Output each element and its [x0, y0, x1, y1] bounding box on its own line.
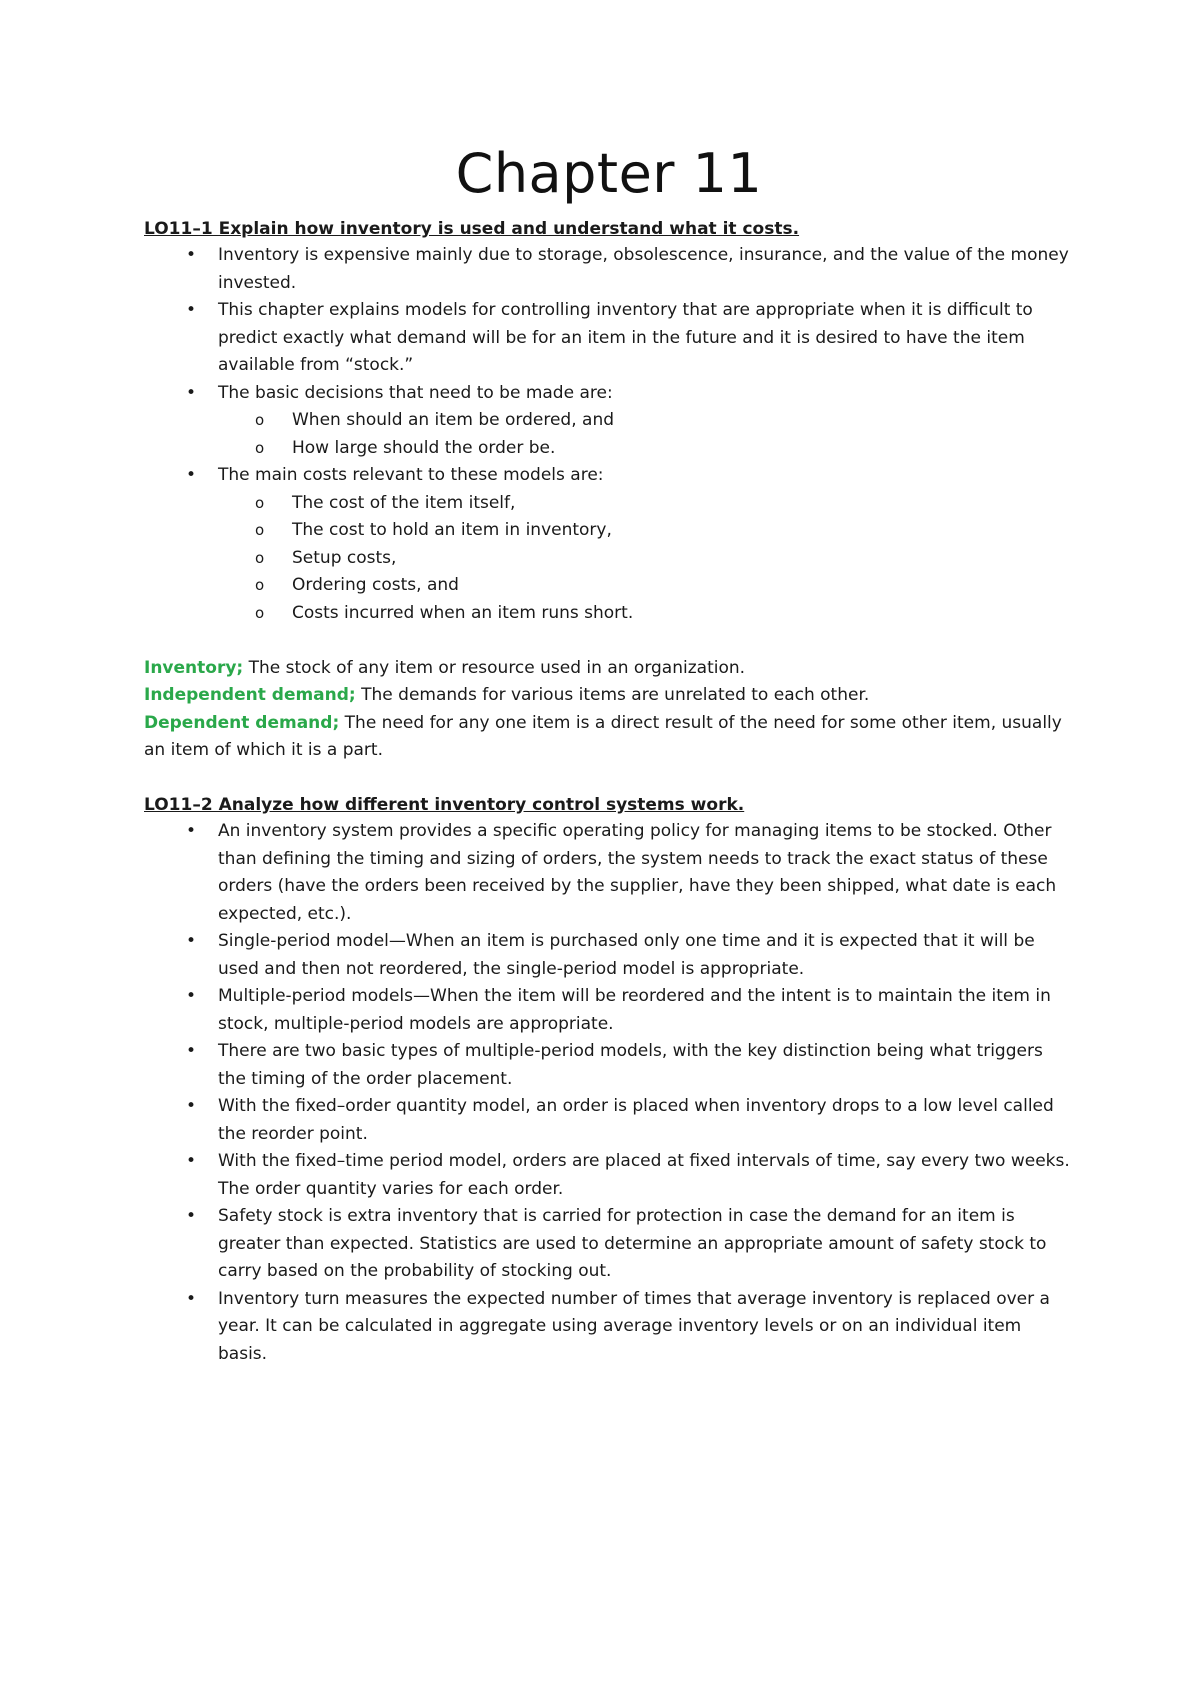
section-heading-lo11-2: LO11–2 Analyze how different inventory control systems work. — [144, 795, 745, 815]
definition-text: The stock of any item or resource used in an organization. — [243, 657, 746, 678]
list-item-text: Single-period model—When an item is purchased only one time and it is expected that it will be used and then not reordered, the single-period model is appropriate. — [218, 931, 1035, 979]
list-item — [144, 297, 1074, 380]
list-item — [144, 1203, 1074, 1286]
sub-list-item — [144, 572, 1074, 600]
section-heading-lo11-1: LO11–1 Explain how inventory is used and understand what it costs. — [144, 219, 800, 239]
definition-term: Dependent demand; — [144, 712, 340, 733]
bullet-marker: • — [186, 382, 197, 403]
sub-bullet-marker: o — [255, 576, 265, 594]
list-item — [144, 1286, 1074, 1369]
bullet-marker: • — [186, 1206, 197, 1226]
bullet-marker: • — [186, 821, 197, 841]
sub-list-item — [144, 517, 1074, 545]
document-content — [144, 138, 1074, 1368]
bullet-marker: • — [186, 1288, 197, 1309]
section1-bullet-list — [144, 242, 1074, 627]
definition-text: The need for any one item is a direct result of the need for some other item, usually an item of which it is a part. — [144, 712, 1062, 760]
list-item — [144, 380, 1074, 463]
sub-bullet-marker: o — [255, 493, 265, 512]
list-item-text: Inventory is expensive mainly due to storage, obsolescence, insurance, and the value of the money invested. — [218, 245, 1069, 293]
list-item — [144, 242, 1074, 297]
list-item-text: The main costs relevant to these models are: — [218, 465, 604, 485]
decisions-sub-list — [218, 407, 1074, 462]
sub-bullet-marker: o — [255, 548, 265, 567]
bullet-marker: • — [186, 300, 197, 320]
list-item-text: An inventory system provides a specific operating policy for managing items to be stocked. Other than defining the timing and sizing of orders, the system needs to track the exact status of these orders (have the orders been received by the supplier, have they been shipped, what date is each expected, etc.). — [218, 821, 1057, 924]
section2-bullet-list — [144, 818, 1074, 1368]
sub-list-item — [144, 600, 1074, 628]
sub-list-item-text: How large should the order be. — [292, 437, 556, 458]
bullet-marker: • — [186, 931, 197, 951]
list-item — [144, 1093, 1074, 1148]
definition-independent-demand — [144, 682, 1074, 710]
sub-bullet-marker: o — [255, 438, 265, 457]
sub-list-item — [144, 490, 1074, 518]
list-item — [144, 928, 1074, 983]
list-item — [144, 818, 1074, 928]
list-item-text: Inventory turn measures the expected number of times that average inventory is replaced over a year. It can be calculated in aggregate using average inventory levels or on an individual item basis. — [218, 1288, 1050, 1364]
bullet-marker: • — [186, 1096, 197, 1116]
page-title: Chapter 11 — [455, 142, 763, 205]
list-item-text: Safety stock is extra inventory that is carried for protection in case the demand for an item is greater than expected. Statistics are used to determine an appropriate amount of safety stock to carry based on the probability of stocking out. — [218, 1206, 1047, 1281]
bullet-marker: • — [186, 245, 197, 265]
costs-sub-list — [218, 490, 1074, 628]
bullet-marker: • — [186, 465, 197, 485]
sub-list-item — [144, 407, 1074, 435]
sub-list-item-text: The cost to hold an item in inventory, — [292, 520, 612, 540]
sub-list-item-text: The cost of the item itself, — [292, 492, 516, 513]
list-item — [144, 462, 1074, 627]
list-item-text: There are two basic types of multiple-period models, with the key distinction being what triggers the timing of the order placement. — [218, 1041, 1043, 1089]
sub-list-item-text: Setup costs, — [292, 547, 397, 568]
sub-list-item — [144, 545, 1074, 573]
definition-inventory — [144, 655, 1074, 683]
definition-term: Inventory; — [144, 657, 244, 678]
definition-term: Independent demand; — [144, 685, 356, 705]
list-item-text: With the fixed–time period model, orders are placed at fixed intervals of time, say every two weeks. The order quantity varies for each order. — [218, 1151, 1070, 1199]
sub-list-item-text: When should an item be ordered, and — [292, 410, 615, 430]
sub-list-item-text: Ordering costs, and — [292, 575, 459, 595]
bullet-marker: • — [186, 986, 197, 1006]
list-item-text: The basic decisions that need to be made are: — [218, 382, 613, 403]
list-item — [144, 983, 1074, 1038]
definition-dependent-demand — [144, 710, 1074, 765]
list-item — [144, 1148, 1074, 1203]
blank-line — [144, 765, 1074, 793]
sub-bullet-marker: o — [255, 411, 265, 429]
list-item — [144, 1038, 1074, 1093]
sub-bullet-marker: o — [255, 603, 265, 622]
sub-bullet-marker: o — [255, 521, 265, 539]
list-item-text: This chapter explains models for controlling inventory that are appropriate when it is difficult to predict exactly what demand will be for an item in the future and it is desired to have the item available from “stock.” — [218, 300, 1033, 375]
list-item-text: Multiple-period models—When the item will be reordered and the intent is to maintain the item in stock, multiple-period models are appropriate. — [218, 986, 1051, 1034]
blank-line — [144, 627, 1074, 655]
bullet-marker: • — [186, 1041, 197, 1061]
list-item-text: With the fixed–order quantity model, an order is placed when inventory drops to a low level called the reorder point. — [218, 1096, 1054, 1144]
sub-list-item-text: Costs incurred when an item runs short. — [292, 602, 634, 623]
bullet-marker: • — [186, 1151, 197, 1171]
definition-text: The demands for various items are unrelated to each other. — [355, 685, 870, 705]
sub-list-item — [144, 435, 1074, 463]
